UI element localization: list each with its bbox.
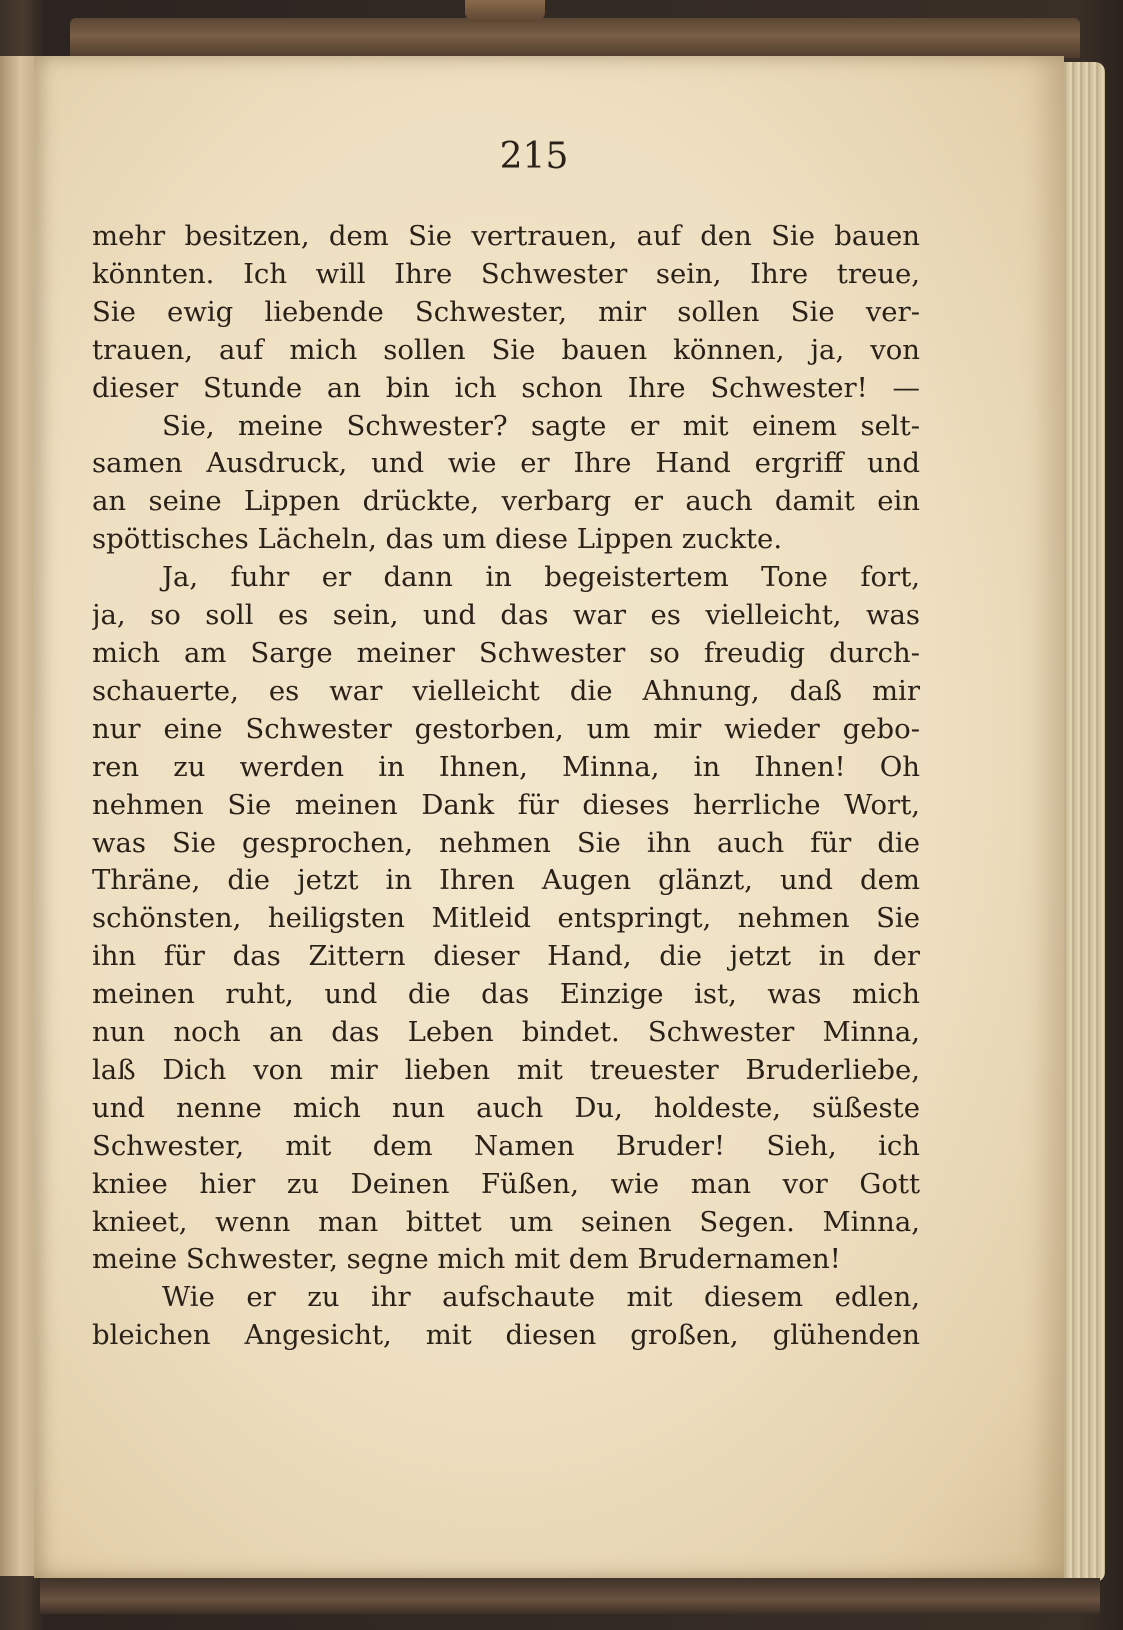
text-line: nun noch an das Leben bindet. Schwester Minna, xyxy=(92,1016,920,1049)
text-line: spöttisches Lächeln, das um diese Lippen zuckte. xyxy=(92,523,783,556)
text-line: laß Dich von mir lieben mit treuester Bruderliebe, xyxy=(92,1053,920,1086)
text-line: meine Schwester, segne mich mit dem Brudernamen! xyxy=(92,1243,841,1276)
text-line: Schwester, mit dem Namen Bruder! Sieh, ich xyxy=(92,1129,920,1162)
text-line: ihn für das Zittern dieser Hand, die jetzt in der xyxy=(92,940,920,973)
text-line: Sie ewig liebende Schwester, mir sollen Sie ver- xyxy=(92,295,920,328)
text-line: samen Ausdruck, und wie er Ihre Hand ergriff und xyxy=(92,447,920,480)
text-line: Ja, fuhr er dann in begeistertem Tone fort, xyxy=(162,561,920,594)
text-line: schauerte, es war vielleicht die Ahnung, daß mir xyxy=(92,674,920,707)
text-line: mich am Sarge meiner Schwester so freudig durch- xyxy=(92,636,920,669)
text-line: knieet, wenn man bittet um seinen Segen. Minna, xyxy=(92,1205,920,1238)
book-page xyxy=(34,56,1064,1578)
book-cover-top-edge xyxy=(70,18,1080,58)
text-line: nehmen Sie meinen Dank für dieses herrliche Wort, xyxy=(92,788,920,821)
text-line: was Sie gesprochen, nehmen Sie ihn auch für die xyxy=(92,826,920,859)
text-line: Sie, meine Schwester? sagte er mit einem selt- xyxy=(162,409,920,442)
page-number: 215 xyxy=(499,136,569,177)
text-line: kniee hier zu Deinen Füßen, wie man vor Gott xyxy=(92,1167,920,1200)
text-line: Wie er zu ihr aufschaute mit diesem edlen, xyxy=(162,1281,920,1314)
text-line: an seine Lippen drückte, verbarg er auch damit ein xyxy=(92,485,920,518)
text-line: meinen ruht, und die das Einzige ist, was mich xyxy=(92,978,920,1011)
text-line: mehr besitzen, dem Sie vertrauen, auf den Sie bauen xyxy=(92,220,920,252)
body-text xyxy=(92,218,920,1355)
book-cover-bottom-edge xyxy=(40,1578,1100,1614)
left-page-edge xyxy=(0,56,34,1576)
text-line: Thräne, die jetzt in Ihren Augen glänzt, und dem xyxy=(92,864,920,897)
text-line: könnten. Ich will Ihre Schwester sein, Ihre treue, xyxy=(92,257,920,290)
text-line: nur eine Schwester gestorben, um mir wieder gebo- xyxy=(92,712,920,745)
text-line: bleichen Angesicht, mit diesen großen, glühenden xyxy=(92,1319,920,1352)
text-line: ren zu werden in Ihnen, Minna, in Ihnen! Oh xyxy=(92,750,920,783)
right-page-edges xyxy=(1060,62,1105,1582)
book-clasp xyxy=(465,0,545,22)
text-line: und nenne mich nun auch Du, holdeste, süßeste xyxy=(92,1091,920,1124)
text-line: ja, so soll es sein, und das war es vielleicht, was xyxy=(92,599,920,632)
text-line: dieser Stunde an bin ich schon Ihre Schwester! — xyxy=(92,371,920,404)
text-line: trauen, auf mich sollen Sie bauen können, ja, von xyxy=(92,333,920,366)
text-line: schönsten, heiligsten Mitleid entspringt, nehmen Sie xyxy=(92,902,920,935)
